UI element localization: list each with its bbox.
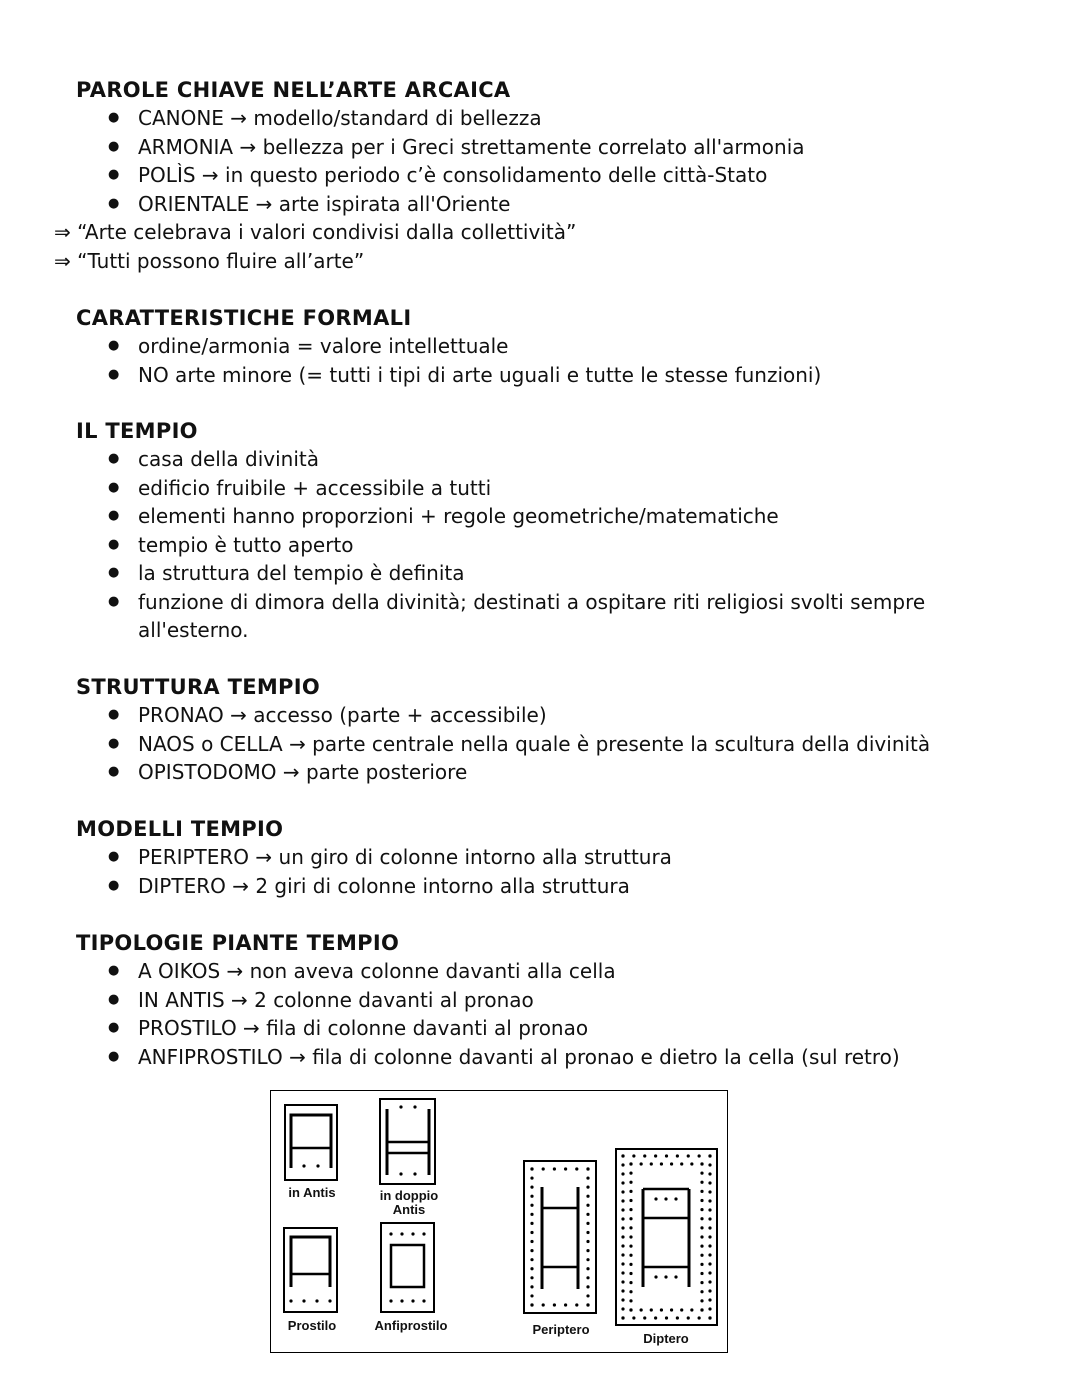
column-dot xyxy=(674,1197,677,1200)
column-dot xyxy=(629,1181,632,1184)
column-dot xyxy=(664,1275,667,1278)
column-dot xyxy=(629,1190,632,1193)
column-dot xyxy=(629,1162,632,1165)
column-dot xyxy=(676,1154,679,1157)
caption-doppio-antis: in doppio Antis xyxy=(379,1188,439,1217)
plan-prostilo xyxy=(284,1228,337,1312)
column-dot xyxy=(289,1299,292,1302)
column-dot xyxy=(586,1303,589,1306)
column-dot xyxy=(708,1271,711,1274)
column-dot xyxy=(700,1263,703,1266)
column-dot xyxy=(553,1167,556,1170)
column-dot xyxy=(621,1235,624,1238)
column-dot xyxy=(411,1232,414,1235)
column-dot xyxy=(542,1167,545,1170)
caption-periptero: Periptero xyxy=(532,1322,590,1337)
section-title: STRUTTURA TEMPIO xyxy=(76,675,321,699)
column-dot xyxy=(621,1154,624,1157)
section-title: PAROLE CHIAVE NELL’ARTE ARCAICA xyxy=(76,78,511,102)
column-dot xyxy=(586,1231,589,1234)
column-dot xyxy=(422,1299,425,1302)
column-dot xyxy=(586,1249,589,1252)
section-struttura-tempio xyxy=(76,673,1036,787)
column-dot xyxy=(629,1235,632,1238)
list-item: ● IN ANTIS → 2 colonne davanti al pronao xyxy=(76,986,1036,1015)
bullet-list xyxy=(76,332,1036,389)
column-dot xyxy=(530,1222,533,1225)
column-dot xyxy=(621,1280,624,1283)
column-dot xyxy=(621,1181,624,1184)
column-dot xyxy=(687,1316,690,1319)
column-dot xyxy=(629,1281,632,1284)
list-item: ● ORIENTALE → arte ispirata all'Oriente xyxy=(76,190,1036,219)
column-dot xyxy=(315,1299,318,1302)
column-dot xyxy=(654,1316,657,1319)
column-dot xyxy=(698,1316,701,1319)
column-dot xyxy=(665,1154,668,1157)
column-dot xyxy=(586,1186,589,1189)
column-dot xyxy=(586,1258,589,1261)
column-dot xyxy=(708,1316,711,1319)
bullet-list xyxy=(76,843,1036,900)
column-dot xyxy=(586,1240,589,1243)
column-dot xyxy=(708,1280,711,1283)
column-dot xyxy=(530,1204,533,1207)
column-dot xyxy=(643,1316,646,1319)
column-dot xyxy=(400,1299,403,1302)
column-dot xyxy=(530,1176,533,1179)
list-item: ● casa della divinità xyxy=(76,445,1036,474)
column-dot xyxy=(629,1217,632,1220)
column-dot xyxy=(698,1154,701,1157)
column-dot xyxy=(700,1226,703,1229)
column-dot xyxy=(632,1154,635,1157)
column-dot xyxy=(530,1186,533,1189)
column-dot xyxy=(700,1208,703,1211)
caption-diptero: Diptero xyxy=(643,1331,689,1346)
column-dot xyxy=(629,1299,632,1302)
column-dot xyxy=(708,1307,711,1310)
column-dot xyxy=(650,1162,653,1165)
column-dot xyxy=(654,1275,657,1278)
column-dot xyxy=(621,1217,624,1220)
column-dot xyxy=(700,1245,703,1248)
column-dot xyxy=(564,1303,567,1306)
column-dot xyxy=(530,1267,533,1270)
column-dot xyxy=(708,1208,711,1211)
list-item: ● elementi hanno proporzioni + regole geometriche/matematiche xyxy=(76,502,1036,531)
column-dot xyxy=(680,1162,683,1165)
section-parole-chiave xyxy=(54,76,1036,275)
column-dot xyxy=(708,1244,711,1247)
column-dot xyxy=(530,1195,533,1198)
column-dot xyxy=(530,1276,533,1279)
column-dot xyxy=(530,1249,533,1252)
column-dot xyxy=(422,1232,425,1235)
list-item: ● PROSTILO → fila di colonne davanti al pronao xyxy=(76,1014,1036,1043)
column-dot xyxy=(708,1226,711,1229)
column-dot xyxy=(621,1271,624,1274)
column-dot xyxy=(400,1232,403,1235)
column-dot xyxy=(621,1298,624,1301)
column-dot xyxy=(687,1154,690,1157)
temple-plans-drawing xyxy=(271,1091,729,1354)
column-dot xyxy=(700,1299,703,1302)
column-dot xyxy=(575,1303,578,1306)
column-dot xyxy=(586,1267,589,1270)
column-dot xyxy=(530,1231,533,1234)
section-il-tempio xyxy=(76,417,1036,645)
column-dot xyxy=(629,1208,632,1211)
column-dot xyxy=(316,1164,319,1167)
column-dot xyxy=(575,1167,578,1170)
temple-plans-figure xyxy=(270,1090,728,1353)
column-dot xyxy=(629,1308,632,1311)
column-dot xyxy=(665,1316,668,1319)
column-dot xyxy=(530,1167,533,1170)
column-dot xyxy=(674,1275,677,1278)
caption-prostilo: Prostilo xyxy=(287,1318,337,1333)
column-dot xyxy=(708,1190,711,1193)
column-dot xyxy=(700,1272,703,1275)
list-item: ● NAOS o CELLA → parte centrale nella quale è presente la scultura della divinità xyxy=(76,730,1036,759)
bullet-list xyxy=(76,701,1036,787)
plan-anfiprostilo xyxy=(381,1223,434,1312)
column-dot xyxy=(700,1199,703,1202)
column-dot xyxy=(621,1172,624,1175)
column-dot xyxy=(664,1197,667,1200)
list-item: ● OPISTODOMO → parte posteriore xyxy=(76,758,1036,787)
column-dot xyxy=(708,1163,711,1166)
column-dot xyxy=(553,1303,556,1306)
column-dot xyxy=(413,1105,416,1108)
column-dot xyxy=(676,1316,679,1319)
list-item: ● POLÌS → in questo periodo c’è consolidamento delle città-Stato xyxy=(76,161,1036,190)
column-dot xyxy=(530,1258,533,1261)
bullet-list xyxy=(76,445,1036,645)
section-title: CARATTERISTICHE FORMALI xyxy=(76,306,412,330)
caption-in-antis: in Antis xyxy=(288,1185,336,1200)
column-dot xyxy=(302,1164,305,1167)
column-dot xyxy=(640,1162,643,1165)
column-dot xyxy=(708,1253,711,1256)
list-item: ● CANONE → modello/standard di bellezza xyxy=(76,104,1036,133)
column-dot xyxy=(708,1289,711,1292)
list-item: ● ANFIPROSTILO → fila di colonne davanti al pronao e dietro la cella (sul retro) xyxy=(76,1043,1036,1072)
column-dot xyxy=(629,1254,632,1257)
plan-periptero xyxy=(524,1161,596,1313)
column-dot xyxy=(708,1235,711,1238)
column-dot xyxy=(399,1172,402,1175)
list-item: ● ARMONIA → bellezza per i Greci strettamente correlato all'armonia xyxy=(76,133,1036,162)
column-dot xyxy=(621,1253,624,1256)
column-dot xyxy=(700,1172,703,1175)
column-dot xyxy=(621,1289,624,1292)
column-dot xyxy=(629,1172,632,1175)
column-dot xyxy=(629,1272,632,1275)
column-dot xyxy=(621,1190,624,1193)
column-dot xyxy=(700,1235,703,1238)
column-dot xyxy=(586,1204,589,1207)
section-modelli-tempio xyxy=(76,815,1036,900)
column-dot xyxy=(530,1285,533,1288)
column-dot xyxy=(650,1308,653,1311)
column-dot xyxy=(586,1213,589,1216)
column-dot xyxy=(389,1299,392,1302)
section-title: TIPOLOGIE PIANTE TEMPIO xyxy=(76,931,400,955)
note-line: ⇒ “Arte celebrava i valori condivisi dalla collettività” xyxy=(54,220,577,244)
column-dot xyxy=(643,1154,646,1157)
column-dot xyxy=(700,1217,703,1220)
column-dot xyxy=(700,1290,703,1293)
plan-doppio-antis xyxy=(380,1099,435,1184)
column-dot xyxy=(640,1308,643,1311)
column-dot xyxy=(530,1303,533,1306)
column-dot xyxy=(670,1162,673,1165)
column-dot xyxy=(660,1162,663,1165)
list-item: ● ordine/armonia = valore intellettuale xyxy=(76,332,1036,361)
column-dot xyxy=(530,1294,533,1297)
list-item: ● tempio è tutto aperto xyxy=(76,531,1036,560)
column-dot xyxy=(708,1217,711,1220)
column-dot xyxy=(586,1276,589,1279)
list-item: ● NO arte minore (= tutti i tipi di arte uguali e tutte le stesse funzioni) xyxy=(76,361,1036,390)
column-dot xyxy=(708,1298,711,1301)
section-title: IL TEMPIO xyxy=(76,419,198,443)
list-item: ● PRONAO → accesso (parte + accessibile) xyxy=(76,701,1036,730)
column-dot xyxy=(586,1294,589,1297)
column-dot xyxy=(411,1299,414,1302)
column-dot xyxy=(700,1190,703,1193)
column-dot xyxy=(629,1290,632,1293)
bullet-list xyxy=(76,957,1036,1071)
column-dots xyxy=(289,1105,711,1319)
column-dot xyxy=(629,1226,632,1229)
column-dot xyxy=(708,1172,711,1175)
column-dot xyxy=(586,1176,589,1179)
column-dot xyxy=(328,1299,331,1302)
column-dot xyxy=(621,1226,624,1229)
column-dot xyxy=(389,1232,392,1235)
note-line: ⇒ “Tutti possono fluire all’arte” xyxy=(54,248,365,273)
list-item: ● la struttura del tempio è definita xyxy=(76,559,1036,588)
column-dot xyxy=(700,1281,703,1284)
column-dot xyxy=(660,1308,663,1311)
column-dot xyxy=(629,1263,632,1266)
section-title: MODELLI TEMPIO xyxy=(76,817,284,841)
column-dot xyxy=(621,1316,624,1319)
column-dot xyxy=(690,1162,693,1165)
column-dot xyxy=(708,1181,711,1184)
column-dot xyxy=(586,1222,589,1225)
column-dot xyxy=(621,1262,624,1265)
column-dot xyxy=(700,1162,703,1165)
column-dot xyxy=(586,1167,589,1170)
column-dot xyxy=(708,1199,711,1202)
column-dot xyxy=(654,1154,657,1157)
column-dot xyxy=(530,1213,533,1216)
column-dot xyxy=(621,1163,624,1166)
list-item: ● DIPTERO → 2 giri di colonne intorno alla struttura xyxy=(76,872,1036,901)
column-dot xyxy=(621,1244,624,1247)
plan-in-antis xyxy=(285,1105,337,1180)
column-dot xyxy=(586,1195,589,1198)
list-item: ● A OIKOS → non aveva colonne davanti alla cella xyxy=(76,957,1036,986)
list-item: ● funzione di dimora della divinità; destinati a ospitare riti religiosi svolti sempre all'esterno. xyxy=(76,588,1036,645)
column-dot xyxy=(670,1308,673,1311)
column-dot xyxy=(564,1167,567,1170)
column-dot xyxy=(654,1197,657,1200)
column-dot xyxy=(621,1307,624,1310)
column-dot xyxy=(632,1316,635,1319)
column-dot xyxy=(708,1262,711,1265)
column-dot xyxy=(700,1254,703,1257)
list-item: ● edificio fruibile + accessibile a tutti xyxy=(76,474,1036,503)
column-dot xyxy=(621,1208,624,1211)
section-caratteristiche-formali xyxy=(76,304,1036,389)
list-item: ● PERIPTERO → un giro di colonne intorno alla struttura xyxy=(76,843,1036,872)
column-dot xyxy=(680,1308,683,1311)
section-tipologie-piante xyxy=(76,929,1036,1071)
column-dot xyxy=(700,1181,703,1184)
bullet-list xyxy=(76,104,1036,218)
column-dot xyxy=(621,1199,624,1202)
column-dot xyxy=(302,1299,305,1302)
column-dot xyxy=(690,1308,693,1311)
column-dot xyxy=(629,1199,632,1202)
column-dot xyxy=(530,1240,533,1243)
column-dot xyxy=(586,1285,589,1288)
column-dot xyxy=(542,1303,545,1306)
column-dot xyxy=(413,1172,416,1175)
column-dot xyxy=(629,1245,632,1248)
caption-anfiprostilo: Anfiprostilo xyxy=(374,1318,448,1333)
column-dot xyxy=(700,1308,703,1311)
column-dot xyxy=(399,1105,402,1108)
column-dot xyxy=(708,1154,711,1157)
